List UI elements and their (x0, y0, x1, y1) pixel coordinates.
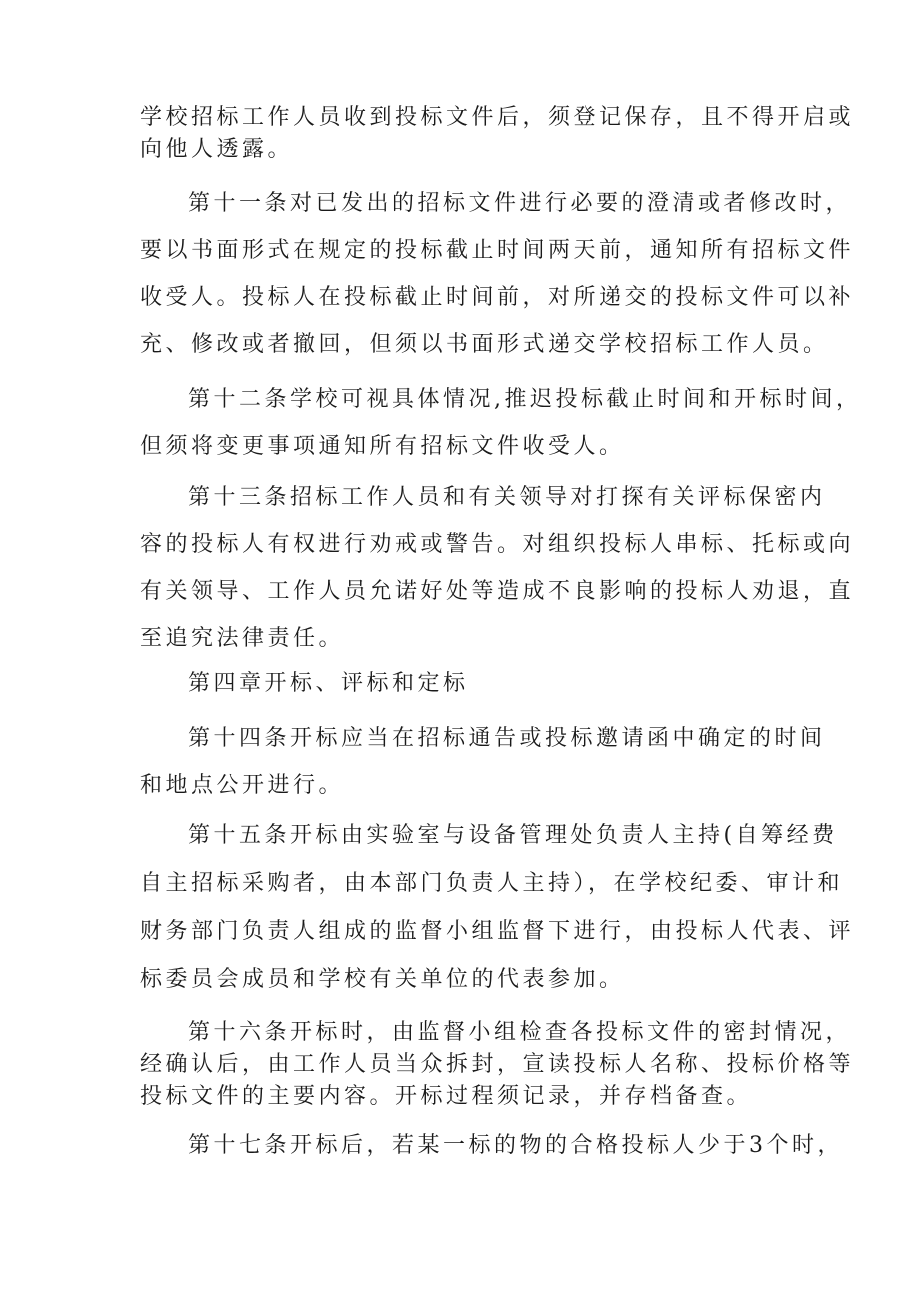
paragraph-article-17 (140, 1130, 843, 1162)
text-line: 财务部门负责人组成的监督小组监督下进行，由投标人代表、评 (140, 919, 855, 944)
text-line: 标委员会成员和学校有关单位的代表参加。 (140, 967, 625, 992)
text-line: 充、修改或者撤回，但须以书面形式递交学校招标工作人员。 (140, 332, 829, 357)
text-line: 至追究法律责任。 (140, 626, 345, 651)
text-line: 第十五条开标由实验室与设备管理处负责人主持(自筹经费 (188, 823, 838, 848)
text-line: 学校招标工作人员收到投标文件后，须登记保存，且不得开启或 (140, 105, 855, 130)
text-line: 但须将变更事项通知所有招标文件收受人。 (140, 434, 625, 459)
text-line: 有关领导、工作人员允诺好处等造成不良影响的投标人劝退，直 (140, 579, 855, 604)
text-line: 自主招标采购者，由本部门负责人主持），在学校纪委、审计和 (140, 871, 844, 896)
text-line: 投标文件的主要内容。开标过程须记录，并存档备查。 (140, 1084, 753, 1109)
text-line: 容的投标人有权进行劝戒或警告。对组织投标人串标、托标或向 (140, 532, 855, 557)
paragraph-bid-receipt (140, 102, 855, 166)
chapter-heading (140, 668, 800, 700)
text-line: 第十二条学校可视具体情况,推迟投标截止时间和开标时间， (188, 387, 862, 412)
paragraph-article-13 (140, 474, 855, 662)
text-line: 向他人透露。 (140, 137, 294, 162)
text-line: 第十三条招标工作人员和有关领导对打探有关评标保密内 (188, 485, 826, 510)
text-line: 收受人。投标人在投标截止时间前，对所递交的投标文件可以补 (140, 285, 855, 310)
text-line: 要以书面形式在规定的投标截止时间两天前，通知所有招标文件 (140, 238, 855, 263)
text-line: 第十四条开标应当在招标通告或投标邀请函中确定的时间 (188, 726, 826, 751)
text-line: 第十一条对已发出的招标文件进行必要的澄清或者修改时， (188, 191, 852, 216)
paragraph-article-11 (140, 180, 855, 368)
paragraph-article-16 (140, 1017, 855, 1113)
text-line: 第四章开标、评标和定标 (188, 671, 469, 696)
paragraph-article-15 (140, 812, 855, 1004)
paragraph-article-12 (140, 376, 862, 470)
text-line: 第十七条开标后，若某一标的物的合格投标人少于3个时， (188, 1133, 843, 1158)
text-line: 经确认后，由工作人员当众拆封，宣读投标人名称、投标价格等 (140, 1052, 855, 1077)
text-line: 和地点公开进行。 (140, 773, 345, 798)
text-line: 第十六条开标时，由监督小组检查各投标文件的密封情况， (188, 1020, 852, 1045)
paragraph-article-14 (140, 715, 826, 809)
